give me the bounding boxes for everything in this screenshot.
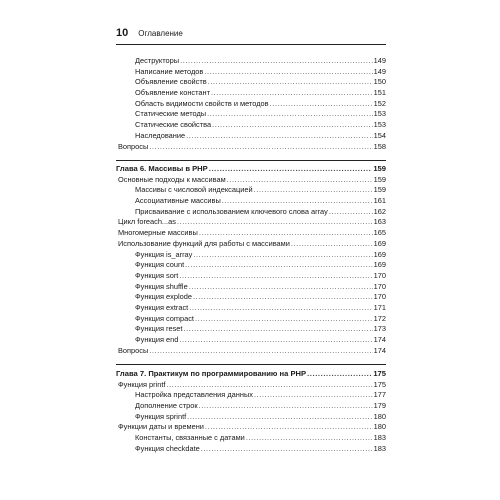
toc-entry <box>116 271 386 282</box>
toc-entry-page: 171 <box>373 302 386 312</box>
toc-entry <box>116 433 386 444</box>
dot-leader <box>208 77 373 88</box>
header-rule <box>116 44 386 45</box>
toc-entry <box>116 88 386 99</box>
toc-entry-page: 152 <box>373 98 386 108</box>
toc-entry-page: 175 <box>373 369 386 378</box>
toc-entry-page: 180 <box>373 411 386 421</box>
toc-entry-page: 149 <box>373 56 386 65</box>
toc-entry-page: 169 <box>373 260 386 270</box>
toc-entry <box>116 109 386 120</box>
dot-leader <box>149 346 372 357</box>
toc-chapter-entry <box>116 369 386 380</box>
toc-entry-title: Написание методов <box>135 66 204 76</box>
toc-entry <box>116 314 386 325</box>
dot-leader <box>195 314 373 325</box>
toc-entry <box>116 142 386 153</box>
dot-leader <box>209 164 373 175</box>
toc-entry <box>116 335 386 346</box>
dot-leader <box>246 433 373 444</box>
toc-entry-page: 170 <box>373 270 386 280</box>
dot-leader <box>254 390 373 401</box>
section-divider <box>116 160 386 161</box>
toc-entry <box>116 390 386 401</box>
dot-leader <box>199 401 373 412</box>
dot-leader <box>307 369 372 380</box>
toc-entry <box>116 207 386 218</box>
toc-entry-title: Функция extract <box>135 302 189 312</box>
toc-entry-page: 161 <box>373 196 386 206</box>
toc-entry-page: 172 <box>373 313 386 323</box>
toc-entry-page: 169 <box>373 249 386 259</box>
toc-entry <box>116 77 386 88</box>
toc-entry-title: Объявление констант <box>135 88 210 98</box>
dot-leader <box>166 380 372 391</box>
toc-entry-page: 153 <box>373 120 386 130</box>
toc-entry-page: 183 <box>373 443 386 453</box>
toc-entry-page: 170 <box>373 281 386 291</box>
dot-leader <box>211 88 373 99</box>
dot-leader <box>227 175 373 186</box>
toc-entry-title: Функция count <box>135 260 185 270</box>
dot-leader <box>189 303 372 314</box>
toc-entry-title: Вопросы <box>118 345 149 355</box>
toc-entry-title: Вопросы <box>118 141 149 151</box>
toc-entry-page: 174 <box>373 335 386 344</box>
toc-entry <box>116 228 386 239</box>
toc-entry-title: Функция sort <box>135 270 179 280</box>
toc-entry-page: 169 <box>373 238 386 248</box>
running-header <box>116 27 386 39</box>
running-title: Оглавление <box>138 29 183 38</box>
toc-entry-page: 154 <box>373 130 386 140</box>
toc-entry-title: Массивы с числовой индексацией <box>135 185 253 195</box>
toc-entry <box>116 303 386 314</box>
dot-leader <box>201 444 373 455</box>
toc-entry <box>116 401 386 412</box>
toc-entry <box>116 292 386 303</box>
toc-entry-title: Функция printf <box>118 379 166 389</box>
toc-entry-title: Деструкторы <box>135 56 180 65</box>
toc-entry <box>116 56 386 67</box>
toc-entry <box>116 412 386 423</box>
dot-leader <box>291 239 373 250</box>
toc-entry-title: Настройка представления данных <box>135 390 253 400</box>
dot-leader <box>179 271 372 282</box>
dot-leader <box>177 217 373 228</box>
toc-entry-page: 179 <box>373 401 386 411</box>
toc-entry-title: Область видимости свойств и методов <box>135 98 269 108</box>
dot-leader <box>193 292 373 303</box>
dot-leader <box>183 324 372 335</box>
toc-block-chapter-6 <box>116 164 386 356</box>
dot-leader <box>254 185 373 196</box>
toc-entry <box>116 239 386 250</box>
dot-leader <box>189 282 373 293</box>
toc-entry-page: 165 <box>373 228 386 238</box>
toc-entry-title: Дополнение строк <box>135 401 198 411</box>
dot-leader <box>212 120 373 131</box>
toc-entry-title: Функция end <box>135 335 179 344</box>
toc-entry <box>116 131 386 142</box>
toc-entry <box>116 282 386 293</box>
toc-entry-title: Функция checkdate <box>135 443 200 453</box>
toc-entry-page: 170 <box>373 292 386 302</box>
toc-entry-page: 174 <box>373 345 386 355</box>
toc-entry-page: 158 <box>373 141 386 151</box>
toc-entry <box>116 250 386 261</box>
toc-entry <box>116 99 386 110</box>
dot-leader <box>329 207 373 218</box>
toc-entry <box>116 260 386 271</box>
toc-entry <box>116 120 386 131</box>
toc-entry-title: Глава 7. Практикум по программированию на PHP <box>116 369 307 378</box>
toc-entry <box>116 217 386 228</box>
toc-entry-title: Функция is_array <box>135 249 193 259</box>
dot-leader <box>207 109 373 120</box>
toc-entry-title: Цикл foreach...as <box>118 217 176 227</box>
toc-entry-page: 150 <box>373 77 386 87</box>
toc-entry-title: Использование функций для работы с массивами <box>118 238 290 248</box>
toc-entry-page: 159 <box>373 164 386 173</box>
section-divider <box>116 364 386 365</box>
dot-leader <box>149 142 372 153</box>
toc-entry <box>116 444 386 455</box>
toc-entry-page: 177 <box>373 390 386 400</box>
dot-leader <box>193 250 372 261</box>
toc-entry <box>116 346 386 357</box>
toc-entry-title: Многомерные массивы <box>118 228 198 238</box>
toc-entry <box>116 175 386 186</box>
dot-leader <box>187 412 372 423</box>
toc-entry-title: Функция explode <box>135 292 192 302</box>
dot-leader <box>204 67 372 78</box>
dot-leader <box>205 422 373 433</box>
toc-block-chapter-7 <box>116 369 386 455</box>
toc-entry <box>116 422 386 433</box>
toc-entry-page: 149 <box>373 66 386 76</box>
dot-leader <box>185 260 373 271</box>
page-number: 10 <box>116 27 129 39</box>
toc-entry <box>116 67 386 78</box>
dot-leader <box>199 228 373 239</box>
toc-entry-title: Функция sprintf <box>135 411 187 421</box>
toc-entry-title: Присваивание с использованием ключевого слова array <box>135 206 328 216</box>
toc-entry-page: 180 <box>373 422 386 432</box>
toc-entry-title: Статические свойства <box>135 120 212 130</box>
toc-entry-title: Ассоциативные массивы <box>135 196 221 206</box>
dot-leader <box>180 56 373 67</box>
toc-entry-title: Основные подходы к массивам <box>118 174 226 184</box>
toc-entry-page: 159 <box>373 185 386 195</box>
dot-leader <box>222 196 373 207</box>
toc-entry-page: 151 <box>373 88 386 98</box>
toc-entry-page: 162 <box>373 206 386 216</box>
toc-entry-page: 163 <box>373 217 386 227</box>
toc-entry-page: 183 <box>373 433 386 443</box>
toc-entry <box>116 196 386 207</box>
toc-entry-title: Статические методы <box>135 109 207 119</box>
toc-chapter-entry <box>116 164 386 175</box>
toc-entry-page: 175 <box>373 379 386 389</box>
toc-block-classes <box>116 56 386 152</box>
toc-entry-title: Функция shuffle <box>135 281 188 291</box>
toc-entry-page: 173 <box>373 324 386 334</box>
toc-entry-title: Константы, связанные с датами <box>135 433 245 443</box>
toc-entry-title: Функции даты и времени <box>118 422 204 432</box>
toc-entry-title: Объявление свойств <box>135 77 207 87</box>
toc-entry <box>116 380 386 391</box>
dot-leader <box>179 335 372 346</box>
toc-entry-title: Наследование <box>135 130 186 140</box>
toc-entry <box>116 324 386 335</box>
toc-entry-title: Функция reset <box>135 324 183 334</box>
toc-entry-page: 153 <box>373 109 386 119</box>
dot-leader <box>186 131 373 142</box>
toc-entry <box>116 185 386 196</box>
dot-leader <box>270 99 373 110</box>
toc-entry-page: 159 <box>373 174 386 184</box>
toc-entry-title: Функция compact <box>135 313 194 323</box>
toc-entry-title: Глава 6. Массивы в PHP <box>116 164 208 173</box>
